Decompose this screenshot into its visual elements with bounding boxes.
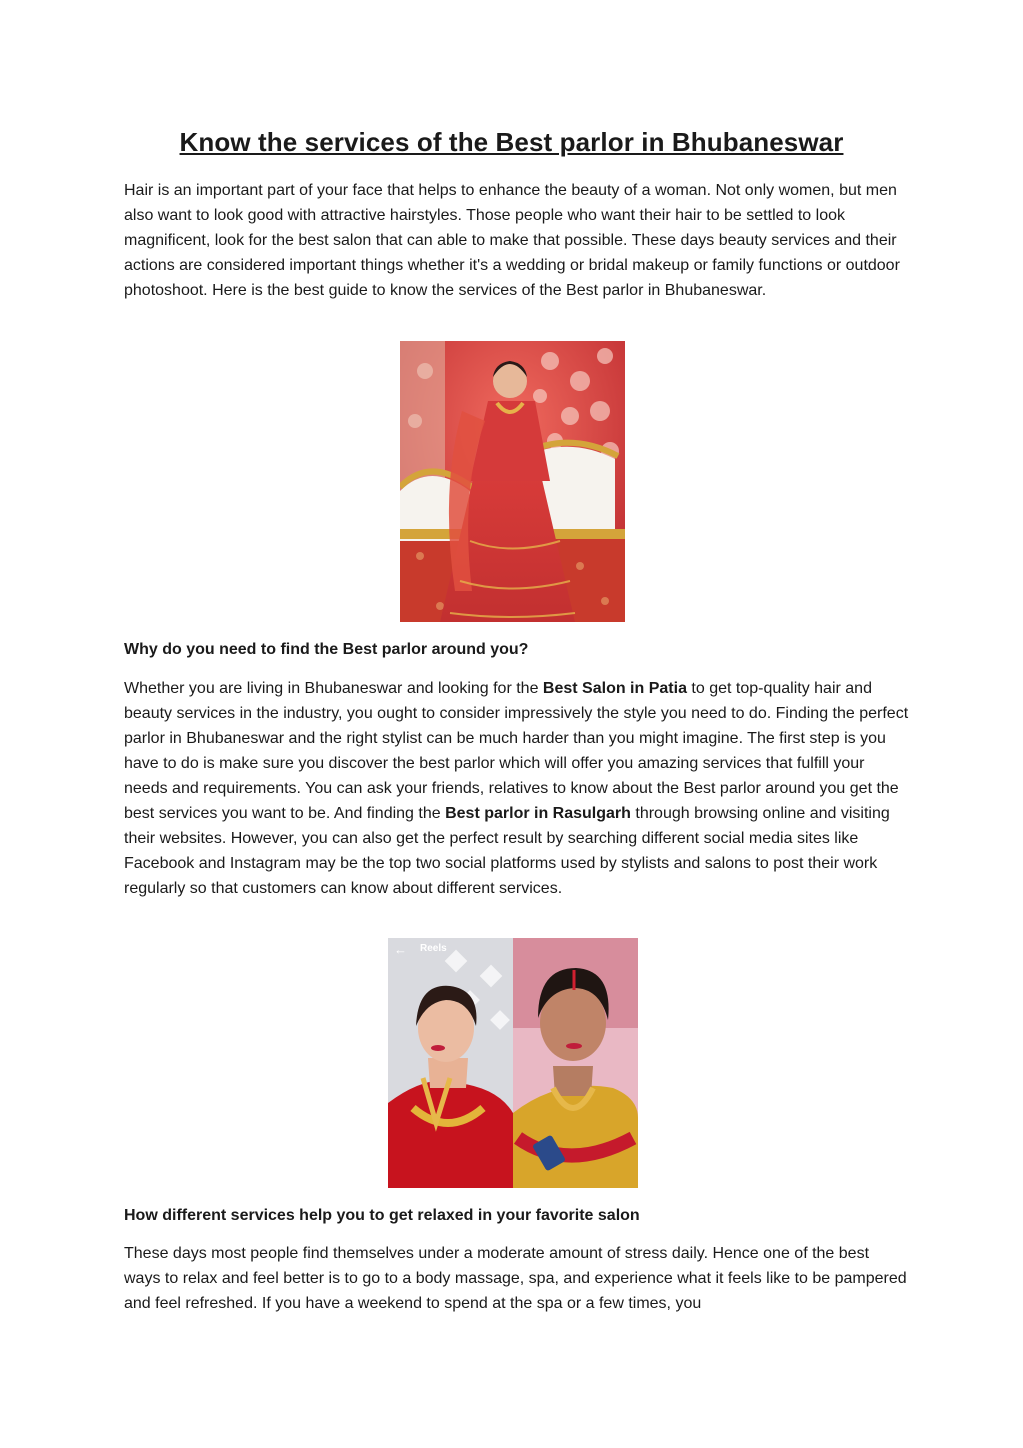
reels-label: Reels <box>420 943 447 954</box>
bridal-photo-1 <box>400 341 625 622</box>
text-run: Whether you are living in Bhubaneswar and looking for the <box>124 680 543 697</box>
text-run: through browsing online and visiting their websites. However, you can also get the perfect result by searching different social media sites like Facebook and Instagram may be the top two social platforms used by stylists and salons to post their work regularly so that customers can know about different services. <box>124 805 890 897</box>
page-title: Know the services of the Best parlor in Bhubaneswar <box>179 127 844 157</box>
section-paragraph-why <box>124 676 909 901</box>
bridal-reels-photo <box>388 938 638 1188</box>
intro-paragraph: Hair is an important part of your face that helps to enhance the beauty of a woman. Not only women, but men also want to look good with attractive hairstyles. Those people who want their hair to be settled to look magnificent, look for the best salon that can able to make that possible. These days beauty services and their actions are considered important things whether it's a wedding or bridal makeup or family functions or outdoor photoshoot. Here is the best guide to know the services of the Best parlor in Bhubaneswar. <box>124 182 900 299</box>
back-arrow-icon: ← <box>394 942 407 957</box>
link-best-salon-in-patia: Best Salon in Patia <box>542 680 687 697</box>
text-run: to get top-quality hair and beauty services in the industry, you ought to consider impressively the style you need to do. Finding the perfect parlor in Bhubaneswar and the right stylist can be much harder than you might imagine. The first step is you have to do is make sure you discover the best parlor which will offer you amazing services that fulfill your needs and requirements. You can ask your friends, relatives to know about the Best parlor around you get the best services you want to be. And finding the <box>124 680 909 822</box>
link-best-parlor-in-rasulgarh: Best parlor in Rasulgarh <box>445 805 631 822</box>
section-heading-how: How different services help you to get relaxed in your favorite salon <box>124 1207 640 1224</box>
section-heading-why: Why do you need to find the Best parlor around you? <box>124 641 529 658</box>
section-paragraph-how: These days most people find themselves under a moderate amount of stress daily. Hence one of the best ways to relax and feel better is to go to a body massage, spa, and experience what it feels like to be pampered and feel refreshed. If you have a weekend to spend at the spa or a few times, you <box>124 1245 907 1312</box>
